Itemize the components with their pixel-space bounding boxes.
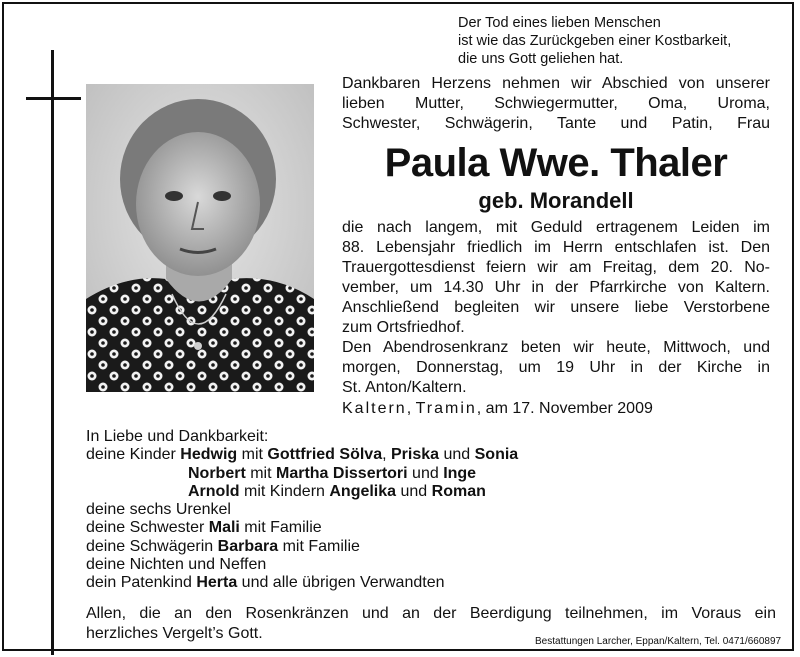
announcement-line: zum Ortsfriedhof. (342, 319, 465, 336)
cross-icon-bar (26, 97, 81, 100)
notice-date: , am 17. November 2009 (476, 400, 653, 417)
child-name: Norbert (188, 464, 246, 482)
spouse-name: Martha Dissertori (276, 464, 408, 482)
sister-in-law-row (86, 538, 786, 556)
sister-in-law-prefix: deine Schwägerin (86, 537, 218, 555)
nieces-row: deine Nichten und Neffen (86, 556, 267, 574)
rosary-text (342, 338, 770, 398)
quote-line: die uns Gott geliehen hat. (458, 51, 624, 67)
intro-line: Schwester, Schwägerin, Tante und Patin, Frau (342, 115, 770, 132)
sister-suffix: mit Familie (239, 519, 322, 537)
intro-text (342, 74, 770, 134)
children-row (86, 465, 786, 483)
announcement-line: Anschließend begleiten wir unsere liebe Verstorbene (342, 299, 770, 316)
rosary-line: Den Abendrosenkranz beten wir heute, Mittwoch, und (342, 339, 770, 356)
grandchild-name: Inge (443, 464, 477, 482)
grandchild-name: Priska (390, 446, 440, 464)
spouse-name: Gottfried Sölva (267, 446, 383, 464)
cross-icon (51, 50, 54, 655)
grandchild-name: Sonia (474, 446, 519, 464)
intro-line: Dankbaren Herzens nehmen wir Abschied von unserer (342, 75, 770, 92)
funeral-home-credit: Bestattungen Larcher, Eppan/Kaltern, Tel. 0471/660897 (535, 636, 782, 647)
portrait-photo (86, 84, 314, 392)
sister-prefix: deine Schwester (86, 519, 209, 537)
family-heading: In Liebe und Dankbarkeit: (86, 428, 269, 445)
quote-line: ist wie das Zurückgeben einer Kostbarkeit, (458, 33, 732, 49)
announcement-line: 88. Lebensjahr friedlich im Herrn entschlafen ist. Den (342, 239, 770, 256)
closing-line: herzliches Vergelt’s Gott. (86, 625, 263, 642)
deceased-name: Paula Wwe. Thaler (384, 141, 728, 185)
greatgrandchildren: deine sechs Urenkel (86, 501, 231, 519)
godchild-name: Herta (196, 574, 238, 592)
connector: und (396, 482, 432, 500)
grandchild-name: Angelika (329, 482, 397, 500)
maiden-name: geb. Morandell (478, 188, 634, 213)
children-row (86, 483, 786, 501)
connector: und (439, 446, 475, 464)
connector: und (407, 464, 444, 482)
rosary-line: St. Anton/Kaltern. (342, 379, 467, 396)
children-row (86, 446, 786, 464)
children-prefix: deine Kinder (86, 446, 181, 464)
announcement-line: vember, um 14.30 Uhr in der Pfarrkirche von Kaltern. (342, 279, 770, 296)
grandchild-name: Roman (431, 482, 486, 500)
sister-in-law-suffix: mit Familie (278, 537, 360, 555)
child-name: Hedwig (180, 446, 238, 464)
rosary-line: morgen, Donnerstag, um 19 Uhr in der Kirche in (342, 359, 770, 376)
place-separator: , (406, 400, 416, 417)
connector: , (382, 446, 391, 464)
quote-line: Der Tod eines lieben Menschen (458, 15, 661, 31)
godchild-suffix: und alle übrigen Verwandten (237, 574, 445, 592)
sister-name: Mali (208, 519, 240, 537)
connector: mit (237, 446, 268, 464)
godchild-row (86, 574, 786, 592)
child-name: Arnold (188, 482, 240, 500)
godchild-prefix: dein Patenkind (86, 574, 197, 592)
connector: mit (245, 464, 276, 482)
quote (458, 14, 788, 68)
place-date (342, 399, 653, 419)
intro-line: lieben Mutter, Schwiegermutter, Oma, Uroma, (342, 95, 770, 112)
announcement-text (342, 218, 770, 338)
sister-row (86, 519, 786, 537)
sister-in-law-name: Barbara (217, 537, 279, 555)
announcement-line: die nach langem, mit Geduld ertragenem Leiden im (342, 219, 770, 236)
place-tramin: Tramin (415, 400, 477, 417)
family-list (86, 428, 786, 593)
place-kaltern: Kaltern (342, 400, 407, 417)
announcement-line: Trauergottesdienst feiern wir am Freitag, dem 20. No- (342, 259, 770, 276)
closing-line: Allen, die an den Rosenkränzen und an der Beerdigung teilnehmen, im Voraus ein (86, 605, 776, 622)
connector: mit Kindern (239, 482, 330, 500)
